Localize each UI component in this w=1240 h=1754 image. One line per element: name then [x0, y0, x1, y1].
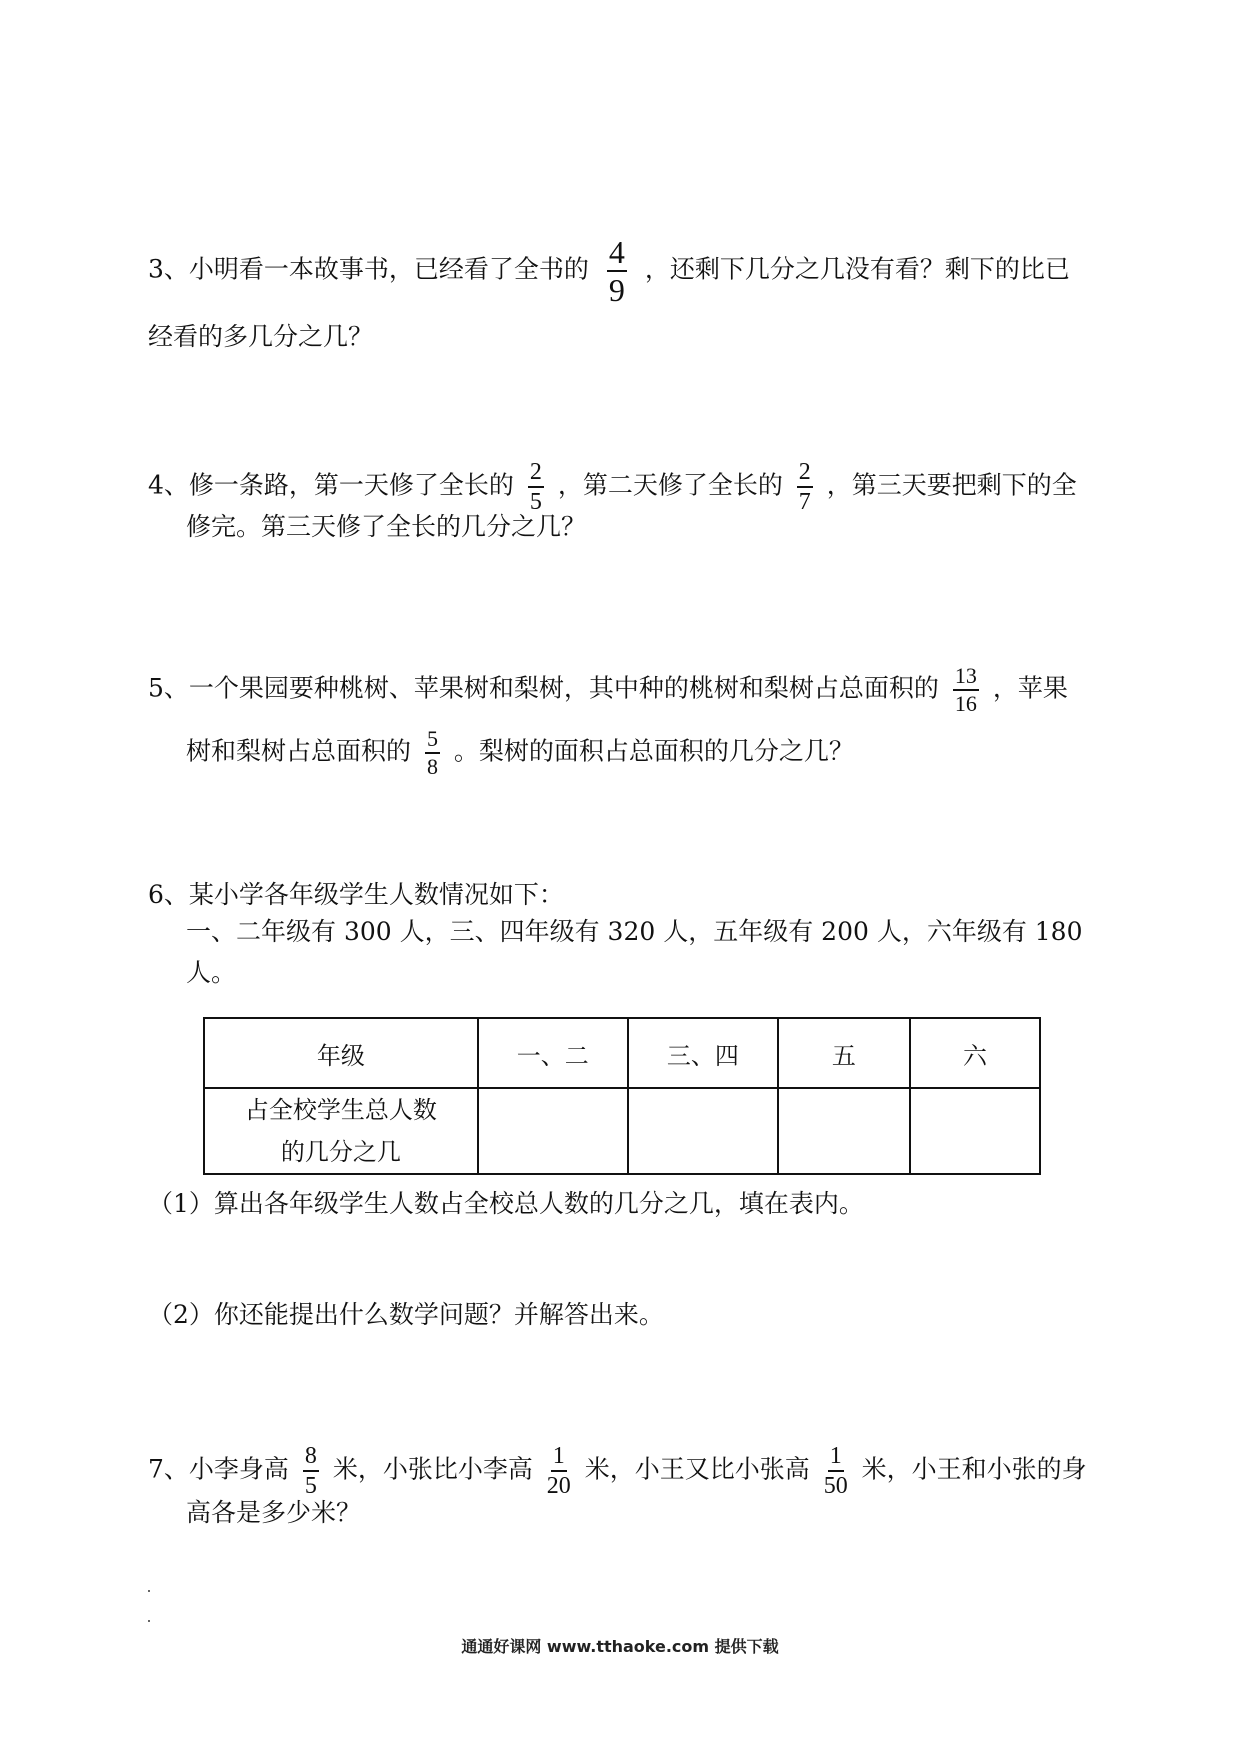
table-row-label	[204, 1088, 478, 1174]
q7-fraction-1-denominator: 5	[304, 1473, 317, 1499]
q5-fraction-1-denominator: 16	[954, 691, 977, 716]
q7-fraction-3-numerator: 1	[828, 1444, 844, 1472]
q4-fraction-2	[797, 460, 813, 514]
q5-text-a: 5、一个果园要种桃树、苹果树和梨树，其中种的桃树和梨树占总面积的	[148, 673, 939, 703]
q7-fraction-1-numerator: 8	[303, 1444, 319, 1472]
q4-line2	[186, 512, 586, 542]
q4-text-a: 4、修一条路，第一天修了全长的	[148, 470, 514, 500]
q4-text-c: ，第三天要把剩下的全	[826, 470, 1077, 500]
q7-fraction-3	[824, 1444, 848, 1498]
table-header-grade-5: 五	[778, 1018, 910, 1088]
q4-fraction-1	[528, 460, 544, 514]
q5-text-line2-b: 。梨树的面积占总面积的几分之几？	[453, 736, 854, 766]
q7-fraction-2	[547, 1444, 571, 1498]
q3-fraction-numerator: 4	[608, 234, 625, 270]
q5-fraction-1-numerator: 13	[953, 665, 979, 691]
q5-fraction-1	[953, 665, 979, 715]
grade-fraction-table	[203, 1017, 1041, 1175]
table-cell-grade-1-2[interactable]	[478, 1088, 628, 1174]
q3-line1	[148, 236, 1070, 306]
q3-text-a: 3、小明看一本故事书，已经看了全书的	[148, 254, 589, 284]
table-row-label-line2: 的几分之几	[280, 1138, 401, 1166]
q6-counts-end: 人。	[186, 958, 237, 987]
q7-text-a: 7、小李身高	[148, 1454, 289, 1484]
table-row	[204, 1088, 1040, 1174]
q3-fraction	[607, 236, 627, 306]
table-header-grade-3-4: 三、四	[628, 1018, 778, 1088]
q4-fraction-2-numerator: 2	[797, 460, 813, 488]
q6-line1	[148, 880, 564, 910]
table-header-grade: 年级	[204, 1018, 478, 1088]
q5-text-line2-a: 树和梨树占总面积的	[186, 736, 412, 766]
q7-fraction-2-denominator: 20	[546, 1473, 571, 1499]
q6-sub2-text: （2）你还能提出什么数学问题？并解答出来。	[148, 1300, 664, 1329]
table-cell-grade-3-4[interactable]	[628, 1088, 778, 1174]
q6-line3	[186, 958, 236, 988]
q4-fraction-1-denominator: 5	[529, 489, 542, 515]
q6-counts: 一、二年级有 300 人，三、四年级有 320 人，五年级有 200 人，六年级有 180	[186, 917, 1083, 946]
q3-line2	[148, 322, 373, 352]
q7-fraction-2-numerator: 1	[551, 1444, 567, 1472]
q7-fraction-1	[303, 1444, 319, 1498]
q6-line2	[186, 917, 1083, 947]
q7-text-b: 米，小张比小李高	[332, 1454, 533, 1484]
table-header-row	[204, 1018, 1040, 1088]
q3-text-b: ，还剩下几分之几没有看？剩下的比已	[644, 254, 1070, 284]
q4-text-line2: 修完。第三天修了全长的几分之几？	[186, 512, 587, 541]
table-row-label-line1: 占全校学生总人数	[244, 1096, 437, 1124]
q7-text-c: 米，小王又比小张高	[584, 1454, 810, 1484]
q6-sub1-text: （1）算出各年级学生人数占全校总人数的几分之几，填在表内。	[148, 1189, 864, 1218]
q5-fraction-2-numerator: 5	[425, 728, 440, 754]
scan-speck	[148, 1620, 150, 1622]
footer-download-note: 通通好课网 www.tthaoke.com 提供下载	[461, 1637, 779, 1656]
table-cell-grade-6[interactable]	[910, 1088, 1040, 1174]
q7-line2	[186, 1498, 361, 1528]
q5-line2	[186, 728, 854, 778]
q5-fraction-2	[425, 728, 440, 778]
q7-fraction-3-denominator: 50	[823, 1473, 848, 1499]
q3-fraction-denominator: 9	[608, 272, 625, 308]
table-header-grade-1-2: 一、二	[478, 1018, 628, 1088]
q7-line1	[148, 1444, 1087, 1498]
q6-sub2	[148, 1300, 664, 1330]
q7-text-d: 米，小王和小张的身	[861, 1454, 1087, 1484]
table-cell-grade-5[interactable]	[778, 1088, 910, 1174]
q5-text-b: ，苹果	[992, 673, 1068, 703]
table-header-grade-6: 六	[910, 1018, 1040, 1088]
q6-intro: 6、某小学各年级学生人数情况如下：	[148, 880, 564, 909]
q3-text-line2: 经看的多几分之几？	[148, 322, 374, 351]
scan-speck	[148, 1590, 150, 1592]
q6-sub1	[148, 1189, 864, 1219]
q5-fraction-2-denominator: 8	[426, 754, 438, 779]
q5-line1	[148, 665, 1068, 715]
q4-text-b: ，第二天修了全长的	[557, 470, 783, 500]
q7-text-line2: 高各是多少米？	[186, 1498, 362, 1527]
q4-fraction-1-numerator: 2	[528, 460, 544, 488]
q4-line1	[148, 460, 1077, 514]
q4-fraction-2-denominator: 7	[798, 489, 811, 515]
